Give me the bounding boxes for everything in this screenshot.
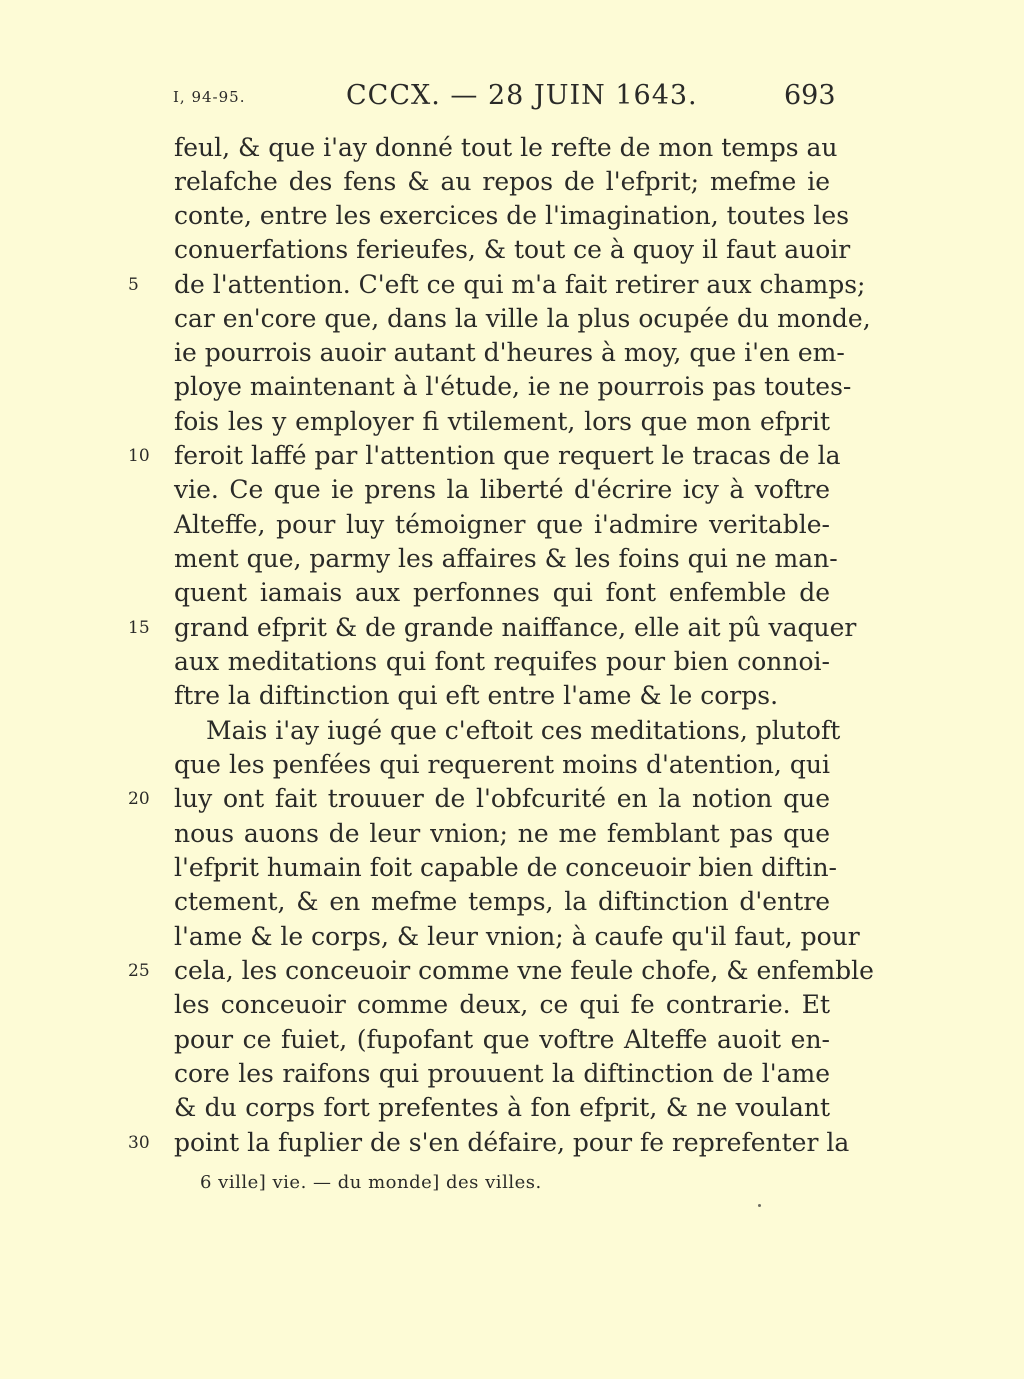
text-line: nous auons de leur vnion; ne me femblant pas que [174, 819, 830, 848]
line-number: 15 [128, 618, 150, 638]
line-number: 5 [128, 275, 139, 295]
text-line: Mais i'ay iugé que c'eftoit ces meditations, plutoft [206, 716, 841, 745]
text-line: les conceuoir comme deux, ce qui fe contrarie. Et [174, 990, 830, 1019]
text-line: aux meditations qui font requifes pour bien connoi- [174, 647, 830, 676]
text-line: pour ce fuiet, (fupofant que voftre Alteffe auoit en- [174, 1025, 830, 1054]
text-line: & du corps fort prefentes à fon efprit, & ne voulant [174, 1093, 830, 1122]
text-line: relafche des fens & au repos de l'efprit; mefme ie [174, 167, 830, 196]
text-line: l'efprit humain foit capable de conceuoir bien diftin- [174, 853, 837, 882]
text-line: point la fuplier de s'en défaire, pour fe reprefenter la [174, 1128, 850, 1157]
header-reference: I, 94-95. [173, 88, 246, 106]
text-line: fois les y employer fi vtilement, lors que mon efprit [174, 407, 830, 436]
text-line: feul, & que i'ay donné tout le refte de mon temps au [174, 133, 838, 162]
text-line: ftre la diftinction qui eft entre l'ame & le corps. [174, 681, 779, 710]
line-number: 10 [128, 446, 150, 466]
text-line: Alteffe, pour luy témoigner que i'admire veritable- [174, 510, 830, 539]
text-line: ie pourrois auoir autant d'heures à moy, que i'en em- [174, 338, 845, 367]
page-number: 693 [784, 80, 836, 111]
text-line: luy ont fait trouuer de l'obfcurité en la notion que [174, 784, 830, 813]
text-line: conuerfations ferieufes, & tout ce à quoy il faut auoir [174, 235, 851, 264]
text-line: vie. Ce que ie prens la liberté d'écrire icy à voftre [174, 475, 830, 504]
text-line: feroit laffé par l'attention que requert le tracas de la [174, 441, 841, 470]
text-line: l'ame & le corps, & leur vnion; à caufe qu'il faut, pour [174, 922, 860, 951]
text-line: car en'core que, dans la ville la plus ocupée du monde, [174, 304, 871, 333]
text-line: ctement, & en mefme temps, la diftinction d'entre [174, 887, 830, 916]
page-title: CCCX. — 28 JUIN 1643. [346, 80, 698, 111]
text-line: ploye maintenant à l'étude, ie ne pourrois pas toutes- [174, 372, 852, 401]
line-number: 20 [128, 789, 150, 809]
text-line: grand efprit & de grande naiffance, elle ait pû vaquer [174, 613, 857, 642]
text-line: quent iamais aux perfonnes qui font enfemble de [174, 578, 830, 607]
footnote: 6 ville] vie. — du monde] des villes. [200, 1172, 542, 1193]
text-line: de l'attention. C'eft ce qui m'a fait retirer aux champs; [174, 270, 866, 299]
ink-speck [758, 1204, 761, 1207]
text-line: cela, les conceuoir comme vne feule chofe, & enfemble [174, 956, 874, 985]
text-line: ment que, parmy les affaires & les foins qui ne man- [174, 544, 838, 573]
text-line: core les raifons qui prouuent la diftinction de l'ame [174, 1059, 830, 1088]
line-number: 30 [128, 1133, 150, 1153]
text-line: conte, entre les exercices de l'imagination, toutes les [174, 201, 850, 230]
line-number: 25 [128, 961, 150, 981]
text-line: que les penfées qui requerent moins d'atention, qui [174, 750, 830, 779]
